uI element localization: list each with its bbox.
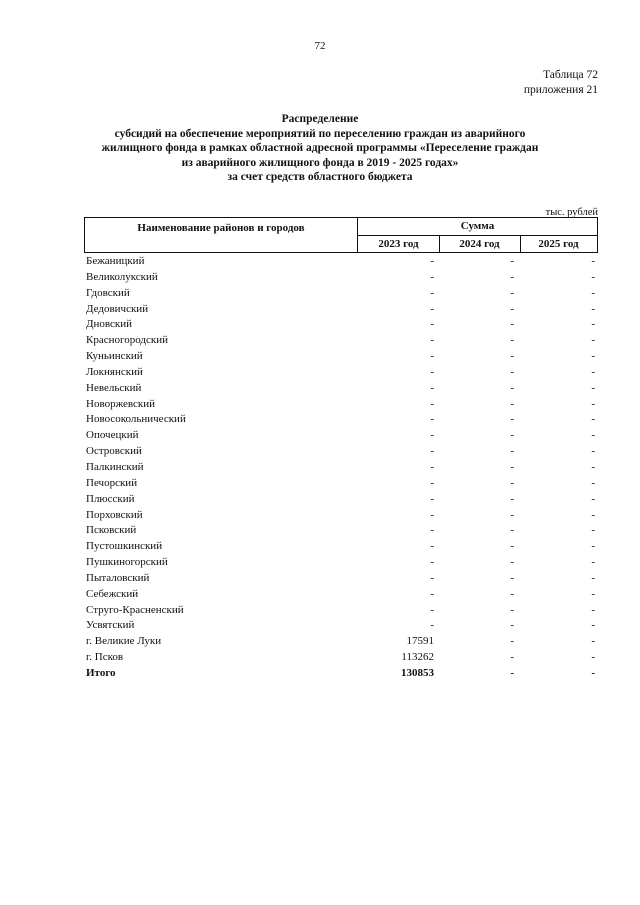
value-2025: -	[591, 318, 595, 331]
district-name: Островский	[86, 445, 142, 458]
value-2025: -	[591, 492, 595, 505]
document-title	[60, 112, 580, 185]
district-name: Невельский	[86, 381, 142, 394]
value-2025: -	[591, 350, 595, 363]
value-2023: -	[430, 255, 434, 267]
value-2025: -	[591, 666, 595, 679]
district-name: Псковский	[86, 524, 137, 537]
table-row	[84, 317, 598, 333]
title-line-2: субсидий на обеспечение мероприятий по переселению граждан из аварийного	[114, 127, 526, 140]
value-2024: -	[510, 571, 514, 584]
table-row	[84, 476, 598, 492]
value-2023: -	[430, 350, 434, 363]
table-body	[84, 254, 598, 682]
value-2025: -	[591, 635, 595, 648]
table-row	[84, 412, 598, 428]
value-2024: -	[510, 445, 514, 458]
value-2025: -	[591, 334, 595, 347]
value-2025: -	[591, 270, 595, 283]
district-name: г. Псков	[86, 651, 124, 664]
table-row	[84, 254, 598, 270]
value-2024: -	[510, 334, 514, 347]
district-name: Пустошкинский	[86, 540, 163, 553]
value-2025: -	[591, 381, 595, 394]
value-2024: -	[510, 255, 514, 267]
value-2024: -	[510, 460, 514, 473]
value-2024: -	[510, 508, 514, 521]
value-2023: -	[430, 413, 434, 426]
value-2023: -	[430, 619, 434, 632]
title-line-1: Распределение	[281, 113, 359, 125]
header-name-column: Наименование районов и городов	[85, 218, 358, 252]
table-row	[84, 333, 598, 349]
header-year-2025: 2025 год	[538, 238, 579, 250]
value-2025: -	[591, 429, 595, 442]
value-2023: 17591	[406, 635, 434, 648]
unit-label: тыс. рублей	[545, 207, 598, 218]
district-name: Бежаницкий	[86, 255, 145, 267]
district-name: Порховский	[86, 508, 143, 521]
value-2023: -	[430, 492, 434, 505]
district-name: Великолукский	[86, 270, 158, 283]
table-row	[84, 381, 598, 397]
table-row	[84, 286, 598, 302]
value-2024: -	[510, 350, 514, 363]
value-2025: -	[591, 476, 595, 489]
value-2023: 113262	[401, 651, 434, 664]
district-name: Дновский	[86, 318, 133, 331]
value-2024: -	[510, 666, 514, 679]
table-row	[84, 460, 598, 476]
table-row	[84, 349, 598, 365]
district-name: Себежский	[86, 587, 139, 600]
value-2025: -	[591, 587, 595, 600]
value-2025: -	[591, 365, 595, 378]
table-row	[84, 428, 598, 444]
table-row	[84, 365, 598, 381]
value-2024: -	[510, 429, 514, 442]
total-row	[84, 666, 598, 682]
header-year-2024: 2024 год	[439, 235, 521, 253]
value-2023: -	[430, 524, 434, 537]
district-name: Опочецкий	[86, 429, 139, 442]
table-header	[84, 217, 598, 253]
value-2025: -	[591, 445, 595, 458]
value-2024: -	[510, 413, 514, 426]
district-name: Новосокольнический	[86, 413, 186, 426]
district-name: Дедовичский	[86, 302, 149, 315]
value-2023: -	[430, 476, 434, 489]
table-row	[84, 397, 598, 413]
district-name: Новоржевский	[86, 397, 156, 410]
value-2024: -	[510, 476, 514, 489]
value-2024: -	[510, 318, 514, 331]
value-2023: -	[430, 556, 434, 569]
value-2023: -	[430, 571, 434, 584]
district-name: Печорский	[86, 476, 138, 489]
table-row	[84, 508, 598, 524]
value-2023: -	[430, 302, 434, 315]
table-row	[84, 302, 598, 318]
value-2024: -	[510, 524, 514, 537]
value-2023: -	[430, 508, 434, 521]
value-2024: -	[510, 619, 514, 632]
total-label: Итого	[86, 666, 116, 679]
value-2025: -	[591, 508, 595, 521]
table-number: Таблица 72	[543, 69, 598, 81]
value-2024: -	[510, 492, 514, 505]
value-2023: -	[430, 334, 434, 347]
table-row	[84, 650, 598, 666]
table-row	[84, 270, 598, 286]
value-2024: -	[510, 540, 514, 553]
value-2024: -	[510, 635, 514, 648]
value-2025: -	[591, 255, 595, 267]
table-row	[84, 603, 598, 619]
value-2023: 130853	[401, 666, 434, 679]
header-sum: Сумма	[358, 218, 597, 236]
value-2024: -	[510, 381, 514, 394]
table-row	[84, 444, 598, 460]
value-2024: -	[510, 302, 514, 315]
district-name: Локнянский	[86, 365, 143, 378]
district-name: г. Великие Луки	[86, 635, 162, 648]
table-row	[84, 571, 598, 587]
value-2025: -	[591, 286, 595, 299]
page-number: 72	[314, 40, 326, 52]
title-line-3: жилищного фонда в рамках областной адресной программы «Переселение граждан	[101, 142, 539, 154]
value-2025: -	[591, 524, 595, 537]
value-2025: -	[591, 413, 595, 426]
district-name: Гдовский	[86, 286, 130, 299]
value-2024: -	[510, 587, 514, 600]
value-2025: -	[591, 302, 595, 315]
value-2025: -	[591, 619, 595, 632]
value-2023: -	[430, 270, 434, 283]
title-line-5: за счет средств областного бюджета	[227, 171, 413, 183]
value-2025: -	[591, 571, 595, 584]
title-line-4: из аварийного жилищного фонда в 2019 - 2025 годах»	[181, 156, 459, 169]
value-2023: -	[430, 603, 434, 616]
district-name: Плюсский	[86, 492, 135, 505]
value-2025: -	[591, 556, 595, 569]
district-name: Пушкиногорский	[86, 556, 168, 569]
district-name: Куньинский	[86, 350, 143, 363]
value-2023: -	[430, 381, 434, 394]
table-row	[84, 634, 598, 650]
value-2023: -	[430, 365, 434, 378]
value-2024: -	[510, 365, 514, 378]
value-2023: -	[430, 587, 434, 600]
value-2025: -	[591, 397, 595, 410]
table-row	[84, 587, 598, 603]
table-row	[84, 523, 598, 539]
table-reference	[524, 68, 598, 98]
value-2024: -	[510, 397, 514, 410]
value-2024: -	[510, 556, 514, 569]
value-2023: -	[430, 318, 434, 331]
value-2024: -	[510, 651, 514, 664]
table-row	[84, 555, 598, 571]
value-2023: -	[430, 286, 434, 299]
value-2025: -	[591, 603, 595, 616]
value-2024: -	[510, 286, 514, 299]
value-2023: -	[430, 397, 434, 410]
value-2024: -	[510, 603, 514, 616]
value-2025: -	[591, 460, 595, 473]
district-name: Усвятский	[86, 619, 135, 632]
table-row	[84, 618, 598, 634]
district-name: Палкинский	[86, 460, 144, 473]
value-2024: -	[510, 270, 514, 283]
district-name: Красногородский	[86, 334, 169, 347]
appendix-number: приложения 21	[523, 84, 598, 96]
district-name: Пыталовский	[86, 571, 150, 584]
value-2023: -	[430, 445, 434, 458]
value-2023: -	[430, 429, 434, 442]
header-year-2023: 2023 год	[358, 235, 440, 253]
value-2025: -	[591, 540, 595, 553]
district-name: Струго-Красненский	[86, 603, 184, 616]
value-2023: -	[430, 540, 434, 553]
value-2025: -	[591, 651, 595, 664]
table-row	[84, 492, 598, 508]
table-row	[84, 539, 598, 555]
value-2023: -	[430, 460, 434, 473]
